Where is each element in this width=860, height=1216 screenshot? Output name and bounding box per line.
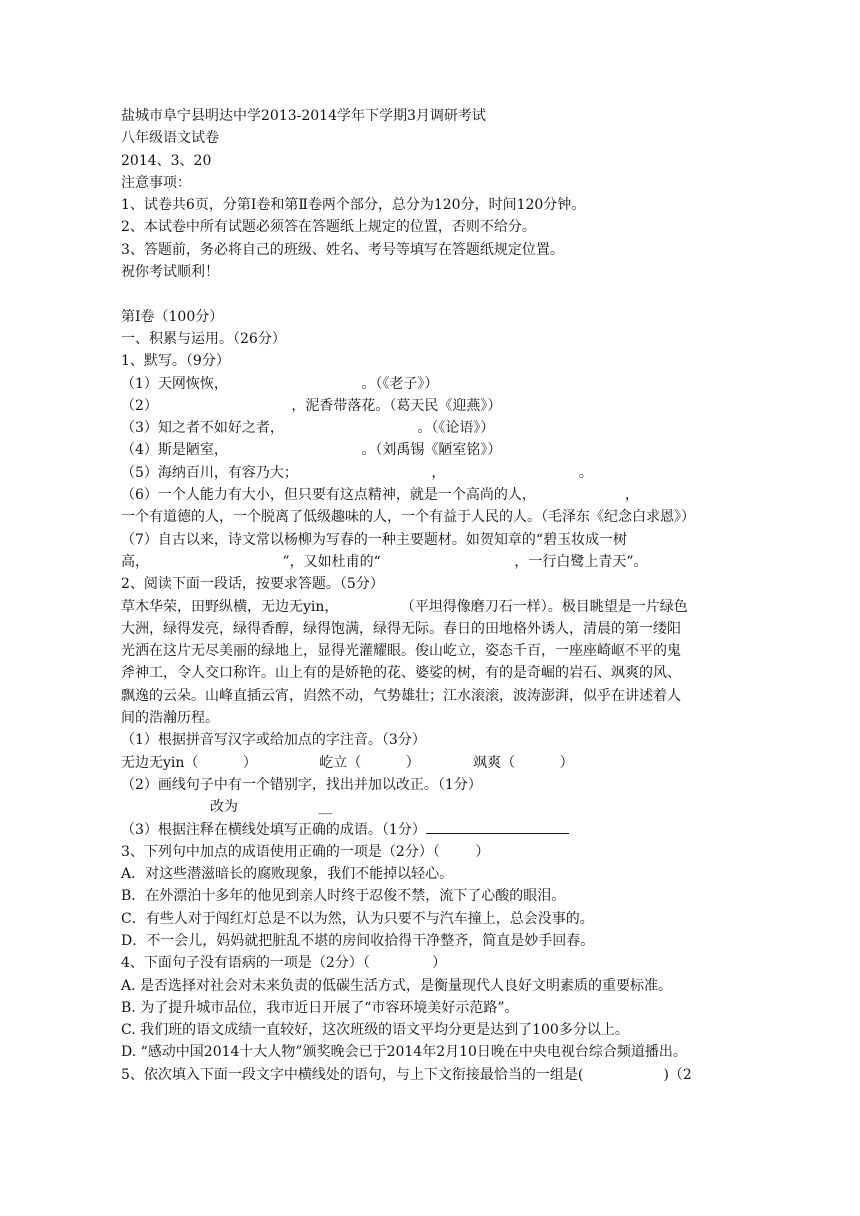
q2-passage-line: 飘逸的云朵。山峰直插云宵，岿然不动，气势雄壮；江水滚滚，波涛澎湃，似乎在讲述着人: [121, 687, 681, 704]
part-heading: 一、积累与运用。（26分）: [121, 330, 286, 347]
exam-content: [121, 105, 741, 1086]
q1-item-6-continued: 一个有道德的人，一个脱离了低级趣味的人，一个有益于人民的人。（毛泽东《纪念白求恩》）: [121, 509, 695, 526]
notice-heading: 注意事项：: [121, 174, 191, 191]
q4-option: B. 为了提升城市品位，我市近日开展了“市容环境美好示范路”。: [121, 999, 519, 1016]
notice-wish: 祝你考试顺利！: [121, 264, 219, 281]
q2-sub-2: （2）画线句子中有一个错别字，找出并加以改正。（1分）: [121, 776, 482, 793]
q4-option: C. 我们班的语文成绩一直较好，这次班级的语文平均分更是达到了100多分以上。: [121, 1022, 629, 1039]
q2-passage-line: 大洲，绿得发亮，绿得香醇，绿得饱满，绿得无际。春日的田地格外诱人，清晨的第一缕阳: [121, 620, 681, 637]
q3-option: A．对这些潜滋暗长的腐败现象，我们不能掉以轻心。: [121, 866, 454, 883]
section-heading: 第Ⅰ卷（100分）: [121, 308, 224, 325]
q1-item-7: （7）自古以来，诗文常以杨柳为写春的一种主要题材。如贺知章的“碧玉妆成一树: [121, 531, 628, 548]
notice-item: 3、答题前，务必将自己的班级、姓名、考号等填写在答题纸规定位置。: [121, 241, 564, 258]
question-4-title: 4、下面句子没有语病的一项是（2分）（ ）: [121, 955, 447, 972]
notice-item: 2、本试卷中所有试题必须答在答题纸上规定的位置，否则不给分。: [121, 219, 536, 236]
q1-item: （1）天网恢恢， 。（《老子》）: [121, 375, 439, 392]
q1-item: （4）斯是陋室， 。（刘禹锡《陋室铭》）: [121, 442, 502, 459]
q3-option: D．不一会儿，妈妈就把脏乱不堪的房间收拾得干净整齐，简直是妙手回春。: [121, 932, 595, 949]
q2-passage-line: 草木华荣，田野纵横，无边无yin， （平坦得像磨刀石一样）。极目眺望是一片绿色: [121, 598, 688, 615]
q2-passage-line: 间的浩瀚历程。: [121, 710, 219, 727]
question-3-title: 3、下列句中加点的成语使用正确的一项是（2分）（ ）: [121, 843, 490, 860]
question-5-title: 5、依次填入下面一段文字中横线处的语句，与上下文衔接最恰当的一组是( )（2: [121, 1066, 692, 1083]
q2-passage-line: 光洒在这片无尽美丽的绿地上，显得光灌耀眼。俊山屹立，姿态千百，一座座崎岖不平的鬼: [121, 643, 681, 660]
question-1-title: 1、默写。（9分）: [121, 353, 230, 370]
q2-sub-3: （3）根据注释在横线处填写正确的成语。（1分）: [121, 821, 426, 838]
q3-option: B．在外漂泊十多年的他见到亲人时终于忍俊不禁，流下了心酸的眼泪。: [121, 888, 566, 905]
q1-item: （6）一个人能力有大小，但只要有这点精神，就是一个高尚的人， ，: [121, 487, 639, 504]
exam-title: 盐城市阜宁县明达中学2013-2014学年下学期3月调研考试: [121, 108, 486, 124]
q2-sub-3-row: [121, 819, 741, 841]
spacer: [121, 283, 741, 305]
question-2-title: 2、阅读下面一段话，按要求答题。（5分）: [121, 576, 384, 593]
q2-sub-1: （1）根据拼音写汉字或给加点的字注音。（3分）: [121, 732, 426, 749]
q1-item: （2） ，泥香带落花。（葛天民《迎燕》）: [121, 397, 502, 414]
q2-sub-2-answer: 改为 __: [121, 799, 333, 816]
q1-item: （3）知之者不如好之者， 。（《论语》）: [121, 420, 495, 437]
exam-subtitle: 八年级语文试卷: [121, 130, 219, 147]
exam-date: 2014、3、20: [121, 152, 212, 169]
q2-passage-line: 斧神工，令人交口称许。山上有的是娇艳的花、婆娑的树，有的是奇崛的岩石、飒爽的风、: [121, 665, 681, 682]
answer-blank-line: [426, 820, 569, 834]
q1-item: （5）海纳百川，有容乃大； ， 。: [121, 464, 593, 481]
q4-option: D. “感动中国2014十大人物”颁奖晚会已于2014年2月10日晚在中央电视台综合频道播出。: [121, 1044, 687, 1061]
q4-option: A. 是否选择对社会对未来负责的低碳生活方式，是衡量现代人良好文明素质的重要标准。: [121, 977, 673, 994]
notice-item: 1、试卷共6页，分第Ⅰ卷和第Ⅱ卷两个部分，总分为120分，时间120分钟。: [121, 197, 586, 214]
q2-sub-1-answers: 无边无yin（ ） 屹立（ ） 飒爽（ ）: [121, 754, 574, 771]
q3-option: C．有些人对于闯红灯总是不以为然，认为只要不与汽车撞上，总会没事的。: [121, 910, 594, 927]
q1-item-7-continued: 高， ”，又如杜甫的“ ，一行白鹭上青天”。: [121, 553, 648, 570]
